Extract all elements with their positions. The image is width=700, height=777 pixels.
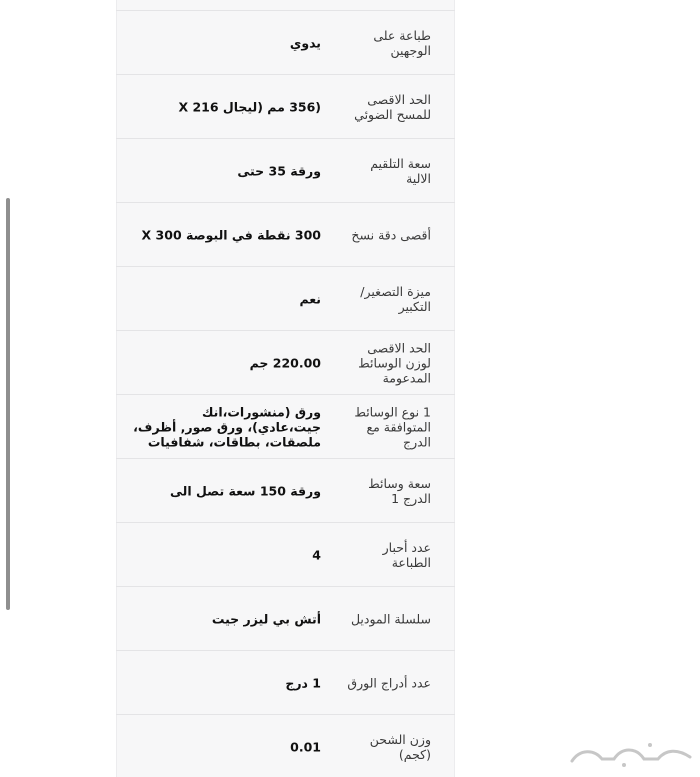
spec-label: 1 نوع الوسائط المتوافقة مع الدرج xyxy=(354,404,431,449)
spec-row-adf-capacity xyxy=(116,139,455,203)
spec-row-paper-trays xyxy=(116,651,455,715)
spec-label: عدد أحبار الطباعة xyxy=(382,539,431,570)
spec-label: سعة التلقيم الالية xyxy=(370,155,431,186)
spec-label: سلسلة الموديل xyxy=(350,611,431,626)
spec-value: (356 مم (ليجال 216 X xyxy=(178,99,321,114)
spec-value: 220.00 جم xyxy=(249,355,321,370)
left-margin xyxy=(0,0,116,777)
vertical-scrollbar[interactable] xyxy=(6,198,10,610)
spec-label: عدد أدراج الورق xyxy=(347,675,431,690)
spec-value: 0.01 xyxy=(290,739,321,755)
spec-value: أتش بي ليزر جيت xyxy=(211,611,321,626)
spec-value: 300 نقطة في البوصة 300 X xyxy=(141,227,321,242)
spec-row-copy-resolution xyxy=(116,203,455,267)
spec-value: نعم xyxy=(299,291,321,306)
spec-row-duplex xyxy=(116,11,455,75)
spec-row-zoom xyxy=(116,267,455,331)
spec-label: سعة وسائط الدرج 1 xyxy=(368,475,431,506)
spec-row-model-series xyxy=(116,587,455,651)
spec-row-tray-media-types xyxy=(116,395,455,459)
spec-value: يدوي xyxy=(289,35,321,50)
spec-value: 1 درج xyxy=(285,675,321,690)
spec-value: ورقة 150 سعة تصل الى xyxy=(170,483,321,498)
spec-label: الحد الاقصى لوزن الوسائط المدعومة xyxy=(358,340,431,385)
spec-row-tray-capacity xyxy=(116,459,455,523)
spec-label: وزن الشحن (كجم) xyxy=(369,732,431,762)
spec-label: أقصى دقة نسخ xyxy=(351,227,431,242)
spec-label: طباعة على الوجهين xyxy=(373,27,431,58)
haraj-logo-watermark xyxy=(566,739,696,769)
spec-table xyxy=(116,11,455,777)
spec-row-max-scan xyxy=(116,75,455,139)
right-margin xyxy=(455,0,700,777)
spec-row-max-media-weight xyxy=(116,331,455,395)
spec-label: الحد الاقصى للمسح الضوئي xyxy=(354,91,431,122)
spec-row-ink-count xyxy=(116,523,455,587)
spec-label: ميزة التصغير/التكبير xyxy=(360,283,431,314)
spec-row-shipping-weight xyxy=(116,715,455,777)
spec-value: ورق (منشورات،انك جيت،عادي)، ورق صور, أظرف، ملصقات، بطاقات، شفافيات xyxy=(133,404,321,449)
spec-value: ورقة 35 حتى xyxy=(237,163,321,178)
spec-value: 4 xyxy=(312,547,321,562)
